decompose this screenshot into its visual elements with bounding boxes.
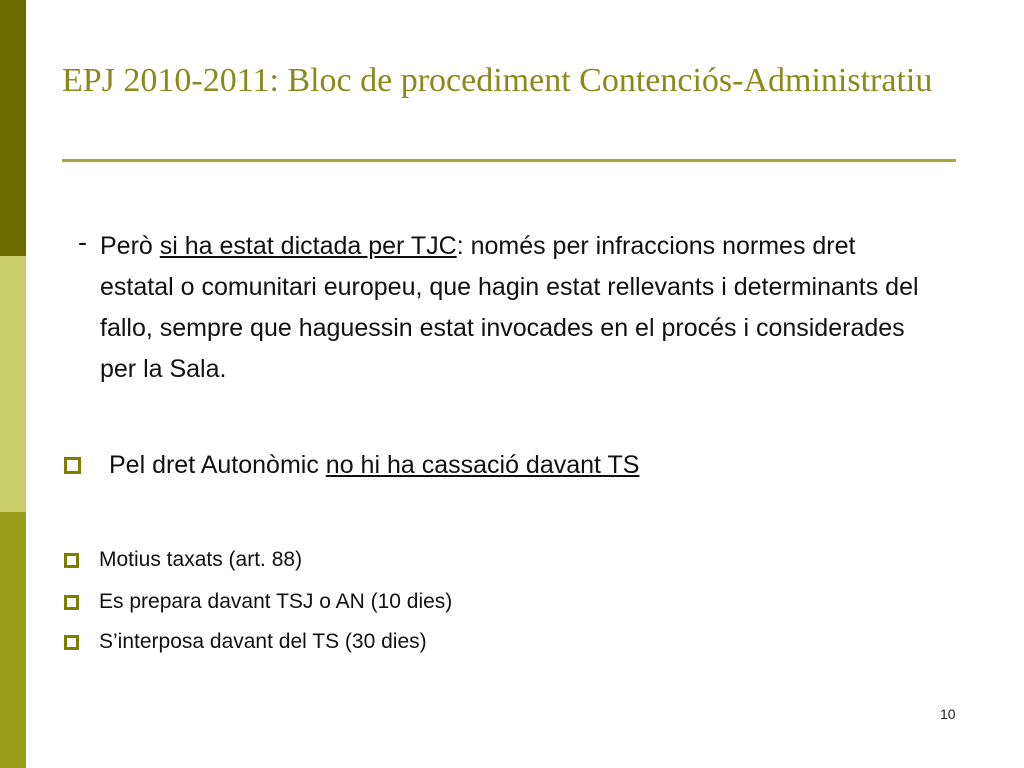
bullet-item-text: S’interposa davant del TS (30 dies) [99, 630, 427, 653]
slide-title: EPJ 2010-2011: Bloc de procediment Contenciós-Administratiu [62, 62, 933, 99]
bullet-item-text: Es prepara davant TSJ o AN (10 dies) [99, 590, 453, 613]
paragraph-rest: : només per infraccions normes dret estatal o comunitari europeu, que hagin estat rellevants i determinants del fallo, sempre que haguessin estat invocades en el procés i considerades per la Sala. [100, 232, 919, 383]
accent-bar-bottom [0, 512, 26, 768]
paragraph-underlined: si ha estat dictada per TJC [159, 232, 457, 260]
hollow-square-bullet-icon [64, 457, 81, 474]
bullet-item-text: Motius taxats (art. 88) [99, 548, 303, 571]
bullet-autonomic-underlined: no hi ha cassació davant TS [325, 451, 640, 479]
main-paragraph [78, 226, 928, 390]
paragraph-text [78, 226, 928, 390]
bullet-autonomic-prefix: Pel dret Autonòmic [109, 451, 326, 479]
hollow-square-bullet-icon [64, 553, 79, 568]
bullet-item [64, 548, 302, 572]
left-accent-bar [0, 0, 26, 768]
title-divider [62, 159, 956, 162]
hollow-square-bullet-icon [64, 635, 79, 650]
bullet-autonomic [64, 451, 639, 480]
accent-bar-middle [0, 256, 26, 512]
bullet-autonomic-text [109, 451, 639, 480]
bullet-item [64, 630, 427, 654]
dash-marker: - [78, 227, 87, 257]
hollow-square-bullet-icon [64, 595, 79, 610]
page-number: 10 [940, 706, 956, 722]
accent-bar-top [0, 0, 26, 256]
bullet-item [64, 590, 452, 614]
paragraph-intro: Però [100, 232, 160, 260]
